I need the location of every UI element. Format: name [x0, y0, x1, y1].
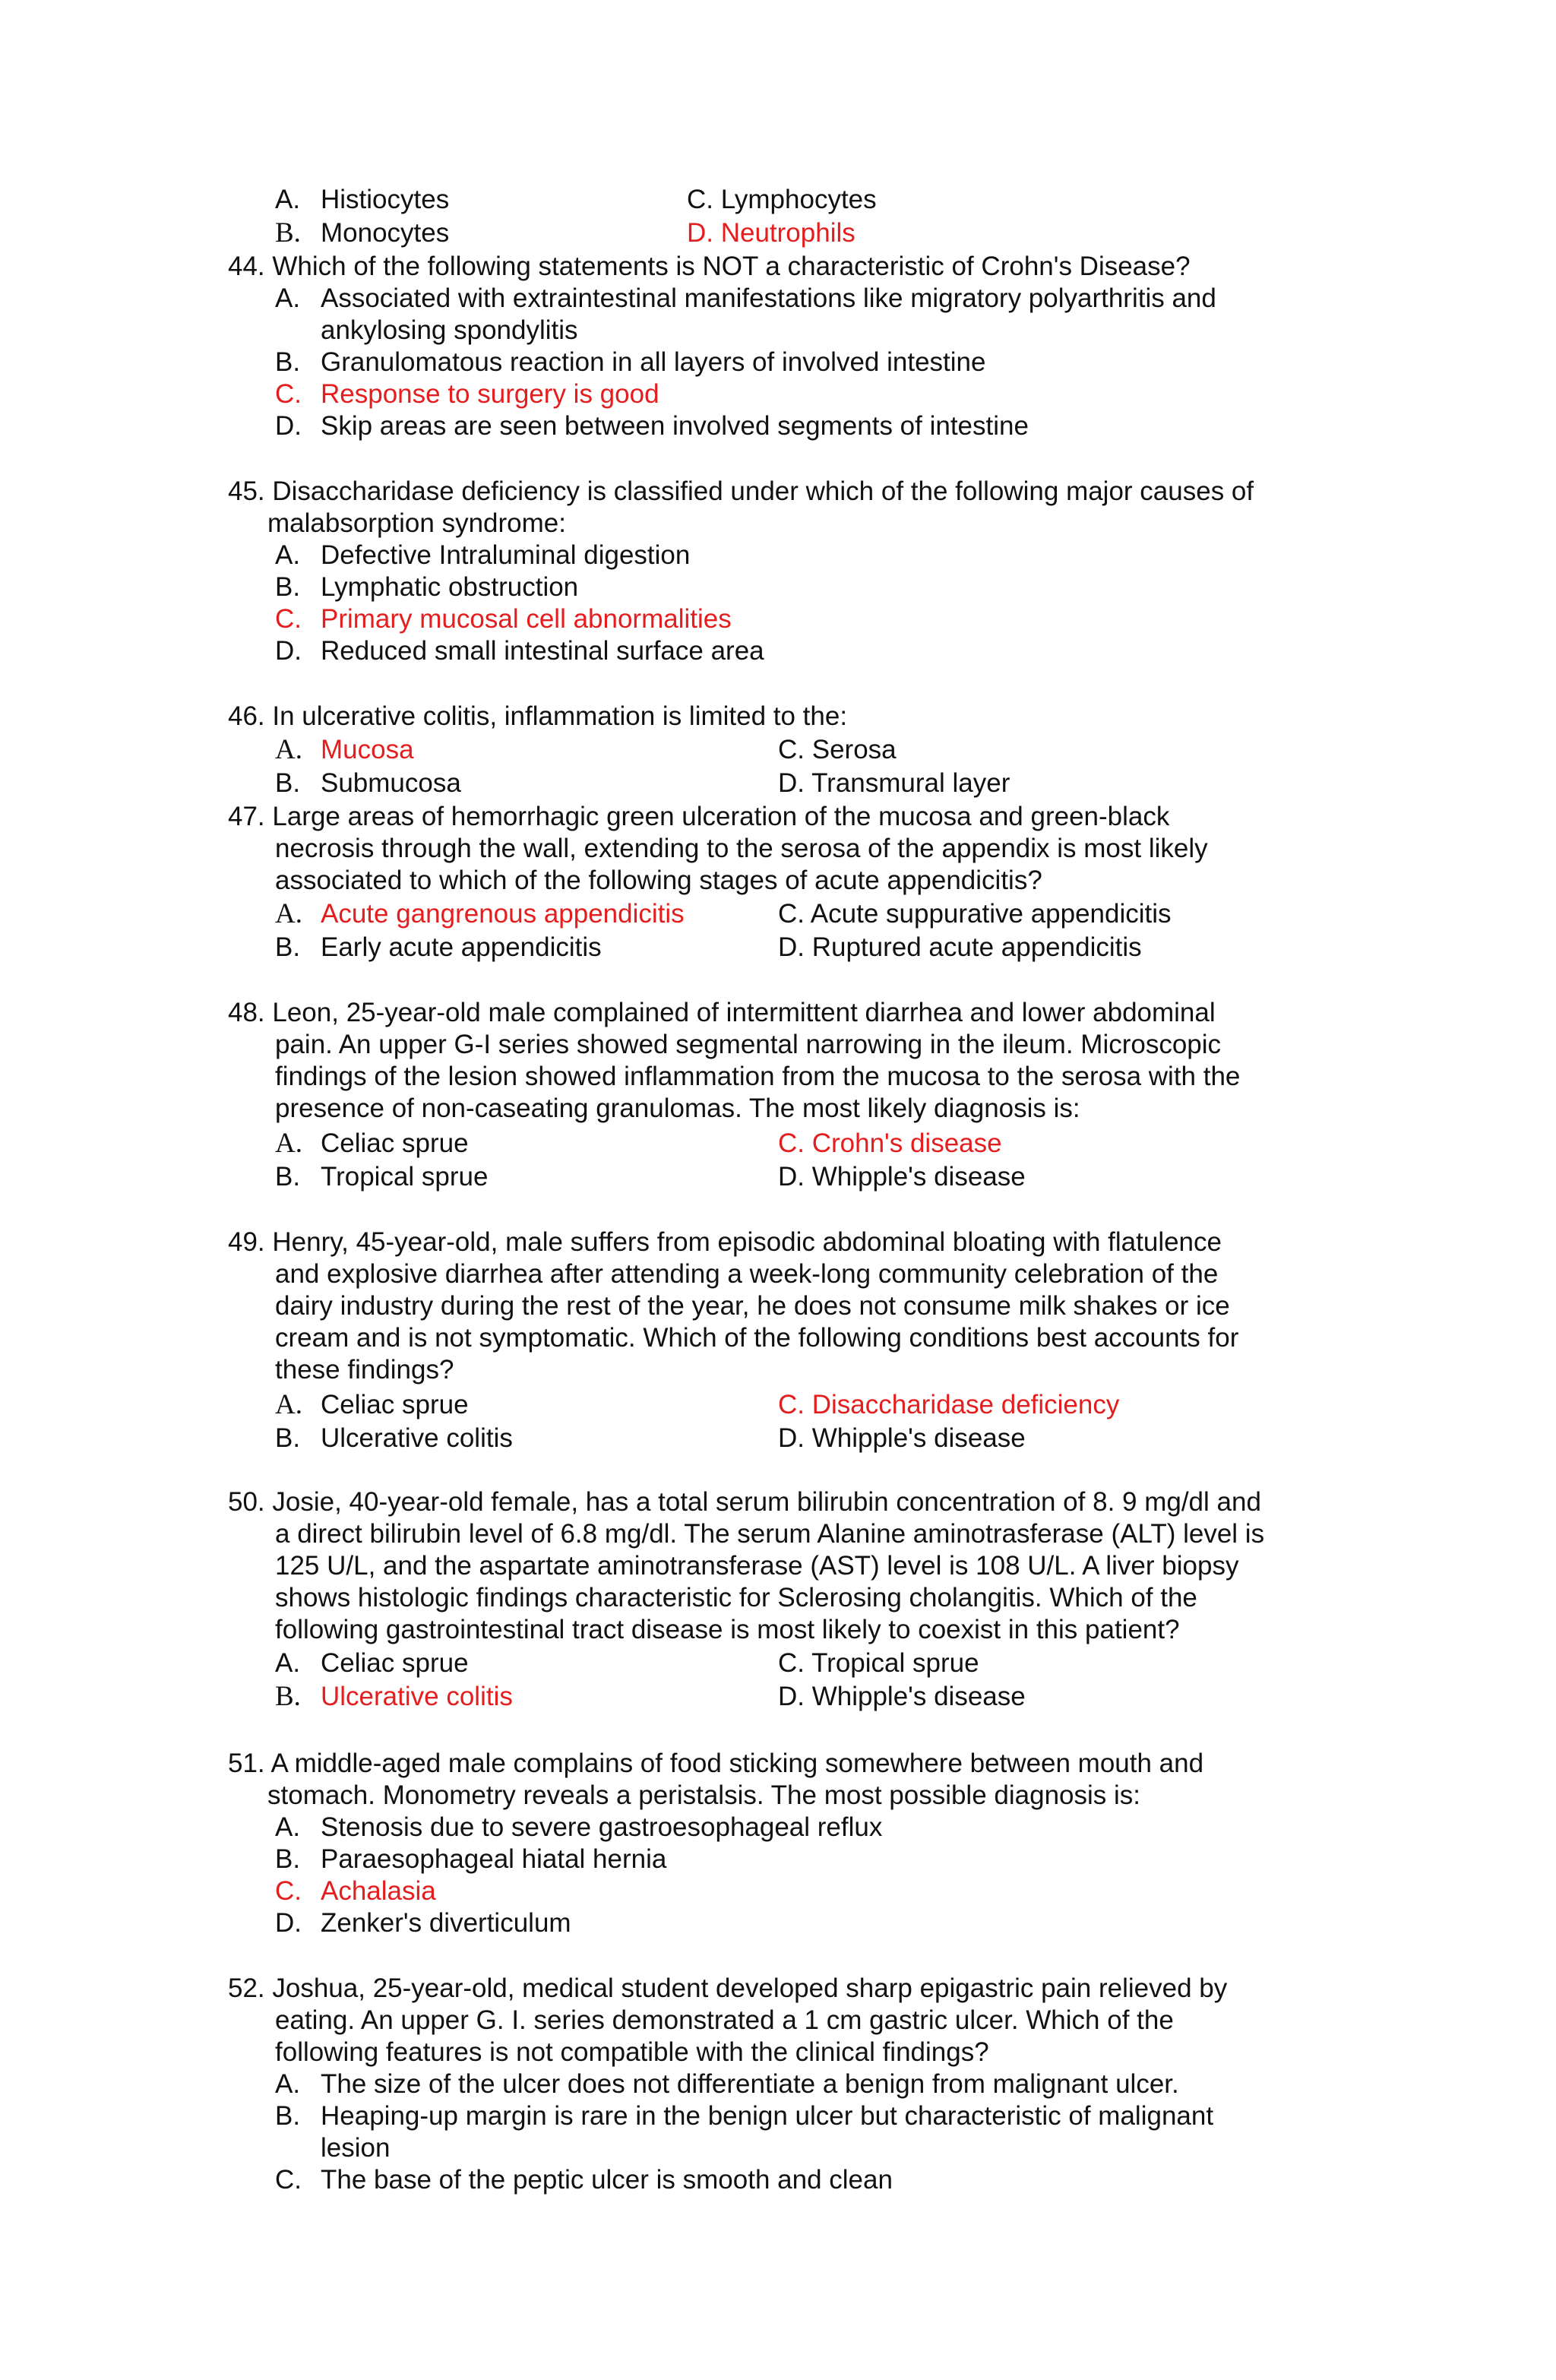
q47-option-a-answer: A. Acute gangrenous appendicitis — [275, 898, 685, 929]
q44-option-a-cont: ankylosing spondylitis — [321, 315, 578, 345]
q50-option-d: D. Whipple's disease — [778, 1682, 1026, 1711]
q46-option-b: B. Submucosa — [275, 768, 461, 798]
q44-stem: 44. Which of the following statements is NOT a characteristic of Crohn's Disease? — [228, 252, 1191, 281]
q52-stem: 52. Joshua, 25-year-old, medical student developed sharp epigastric pain relieved by — [228, 1973, 1228, 2003]
q48-stem-cont-3: presence of non-caseating granulomas. The most likely diagnosis is: — [275, 1093, 1080, 1123]
q51-stem-cont: stomach. Monometry reveals a peristalsis. The most possible diagnosis is: — [267, 1780, 1141, 1810]
q47-stem-cont-2: associated to which of the following stages of acute appendicitis? — [275, 866, 1042, 895]
q49-stem-cont-4: these findings? — [275, 1355, 454, 1385]
q51-option-d: D. Zenker's diverticulum — [275, 1908, 571, 1938]
q44-option-a: A. Associated with extraintestinal manifestations like migratory polyarthritis and — [275, 283, 1216, 313]
q49-option-c-answer: C. Disaccharidase deficiency — [778, 1390, 1120, 1419]
q52-option-b: B. Heaping-up margin is rare in the benign ulcer but characteristic of malignant — [275, 2101, 1214, 2131]
q44-option-b: B. Granulomatous reaction in all layers of involved intestine — [275, 347, 986, 377]
q43-option-a: A. Histiocytes — [275, 185, 450, 214]
q45-option-a: A. Defective Intraluminal digestion — [275, 540, 691, 570]
q46-stem: 46. In ulcerative colitis, inflammation is limited to the: — [228, 701, 848, 731]
q47-stem-cont-1: necrosis through the wall, extending to the serosa of the appendix is most likely — [275, 834, 1208, 863]
q50-option-a: A. Celiac sprue — [275, 1648, 469, 1678]
q47-stem: 47. Large areas of hemorrhagic green ulceration of the mucosa and green-black — [228, 802, 1170, 831]
q51-stem: 51. A middle-aged male complains of food sticking somewhere between mouth and — [228, 1749, 1204, 1778]
q49-option-a: A. Celiac sprue — [275, 1389, 469, 1420]
q50-stem: 50. Josie, 40-year-old female, has a total serum bilirubin concentration of 8. 9 mg/dl and — [228, 1487, 1261, 1517]
q45-stem: 45. Disaccharidase deficiency is classified under which of the following major causes of — [228, 476, 1254, 506]
q43-option-b: B. Monocytes — [275, 217, 450, 248]
q44-option-c-answer: C. Response to surgery is good — [275, 379, 659, 409]
q47-option-c: C. Acute suppurative appendicitis — [778, 899, 1172, 929]
q48-option-a: A. Celiac sprue — [275, 1128, 469, 1159]
q45-option-d: D. Reduced small intestinal surface area — [275, 636, 764, 666]
q43-option-c: C. Lymphocytes — [687, 185, 877, 214]
q51-option-a: A. Stenosis due to severe gastroesophageal reflux — [275, 1812, 883, 1842]
q50-option-c: C. Tropical sprue — [778, 1648, 979, 1678]
q50-stem-cont-4: following gastrointestinal tract disease is most likely to coexist in this patient? — [275, 1615, 1180, 1644]
q48-stem-cont-2: findings of the lesion showed inflammation from the mucosa to the serosa with the — [275, 1062, 1241, 1091]
q52-option-b-cont: lesion — [321, 2133, 391, 2163]
q46-option-c: C. Serosa — [778, 735, 897, 764]
q52-option-c: C. The base of the peptic ulcer is smooth and clean — [275, 2165, 893, 2195]
q52-option-a: A. The size of the ulcer does not differentiate a benign from malignant ulcer. — [275, 2069, 1179, 2099]
q49-stem-cont-1: and explosive diarrhea after attending a week-long community celebration of the — [275, 1259, 1219, 1289]
q46-option-d: D. Transmural layer — [778, 768, 1010, 798]
q48-option-c-answer: C. Crohn's disease — [778, 1128, 1002, 1158]
q44-option-d: D. Skip areas are seen between involved segments of intestine — [275, 411, 1029, 441]
q45-option-c-answer: C. Primary mucosal cell abnormalities — [275, 604, 732, 634]
q48-option-d: D. Whipple's disease — [778, 1162, 1026, 1192]
q46-option-a-answer: A. Mucosa — [275, 734, 414, 765]
q49-option-d: D. Whipple's disease — [778, 1423, 1026, 1453]
q47-option-d: D. Ruptured acute appendicitis — [778, 932, 1142, 962]
q51-option-b: B. Paraesophageal hiatal hernia — [275, 1844, 667, 1874]
q45-stem-cont: malabsorption syndrome: — [267, 508, 566, 538]
q49-stem-cont-2: dairy industry during the rest of the year, he does not consume milk shakes or ice — [275, 1291, 1230, 1321]
q51-option-c-answer: C. Achalasia — [275, 1876, 436, 1906]
q52-stem-cont-1: eating. An upper G. I. series demonstrated a 1 cm gastric ulcer. Which of the — [275, 2005, 1174, 2035]
q49-stem: 49. Henry, 45-year-old, male suffers from episodic abdominal bloating with flatulence — [228, 1227, 1222, 1257]
q50-stem-cont-1: a direct bilirubin level of 6.8 mg/dl. The serum Alanine aminotrasferase (ALT) level is — [275, 1519, 1265, 1549]
q49-option-b: B. Ulcerative colitis — [275, 1423, 513, 1453]
q50-stem-cont-2: 125 U/L, and the aspartate aminotransferase (AST) level is 108 U/L. A liver biopsy — [275, 1551, 1239, 1581]
q43-option-d-answer: D. Neutrophils — [687, 218, 855, 248]
q47-option-b: B. Early acute appendicitis — [275, 932, 602, 962]
q48-option-b: B. Tropical sprue — [275, 1162, 489, 1192]
q52-stem-cont-2: following features is not compatible with the clinical findings? — [275, 2037, 989, 2067]
q50-stem-cont-3: shows histologic findings characteristic for Sclerosing cholangitis. Which of the — [275, 1583, 1197, 1613]
q50-option-b-answer: B. Ulcerative colitis — [275, 1681, 513, 1712]
q48-stem-cont-1: pain. An upper G-I series showed segmental narrowing in the ileum. Microscopic — [275, 1030, 1222, 1059]
q48-stem: 48. Leon, 25-year-old male complained of intermittent diarrhea and lower abdominal — [228, 998, 1216, 1027]
q45-option-b: B. Lymphatic obstruction — [275, 572, 579, 602]
q49-stem-cont-3: cream and is not symptomatic. Which of the following conditions best accounts for — [275, 1323, 1239, 1353]
